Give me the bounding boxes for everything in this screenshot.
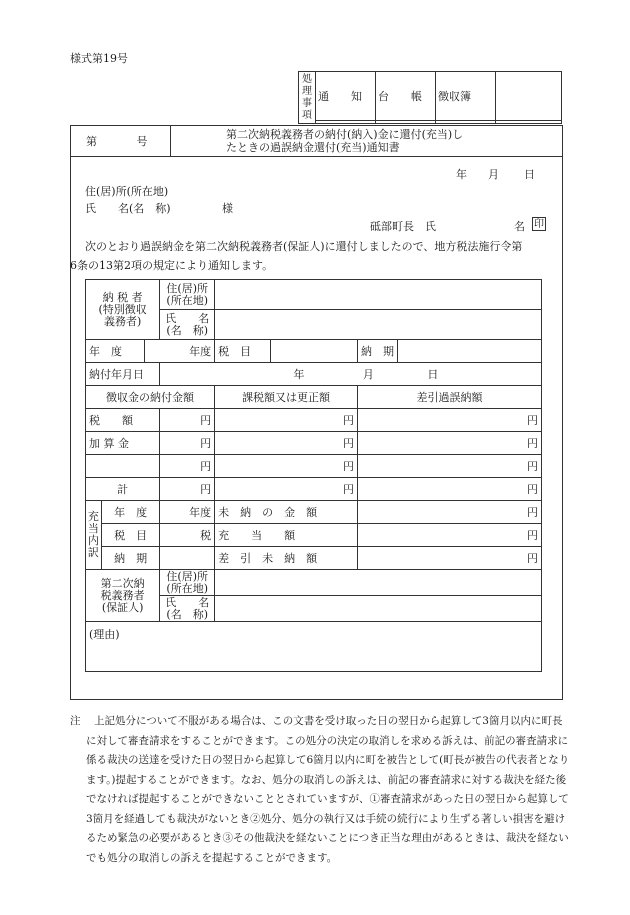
processing-cell[interactable]	[316, 121, 376, 124]
issue-month[interactable]: 月	[488, 168, 499, 181]
title-line2: たときの過誤納金還付(充当)通知書	[226, 141, 400, 154]
app-due-label: 納 期	[101, 547, 159, 570]
year-label: 年 度	[86, 340, 145, 363]
taxpayer-address-label: 住(居)所 (所在地)	[160, 280, 215, 310]
number-prefix: 第	[86, 135, 97, 148]
appropriated-label: 充 当 額	[215, 524, 358, 547]
surcharge-assessed[interactable]: 円	[215, 432, 358, 455]
payment-date-value[interactable]	[160, 363, 542, 386]
note-head: 注	[70, 715, 81, 727]
issuer-name-suffix: 名	[514, 220, 525, 233]
taxpayer-label: 納 税 者 (特別徴収 義務者)	[86, 280, 160, 340]
reason-field[interactable]	[86, 622, 542, 672]
honorific: 様	[222, 202, 233, 215]
pay-month: 月	[362, 368, 374, 381]
note-section	[70, 712, 570, 868]
document-title	[171, 126, 563, 157]
title-line1: 第二次納税義務者の納付(納入)金に還付(充当)し	[226, 128, 464, 141]
tax-amount-paid[interactable]: 円	[160, 409, 215, 432]
surcharge-overpaid[interactable]: 円	[358, 432, 542, 455]
processing-label: 処 理 事 項	[299, 72, 316, 124]
total-paid[interactable]: 円	[160, 478, 215, 501]
second-taxpayer-name[interactable]	[215, 596, 542, 622]
blank-overpaid[interactable]: 円	[358, 455, 542, 478]
col-overpayment: 差引過誤納額	[358, 386, 542, 409]
taxpayer-address[interactable]	[215, 280, 542, 310]
blank-label[interactable]	[86, 455, 160, 478]
surcharge-label: 加 算 金	[86, 432, 160, 455]
issuer-title: 砥部町長 氏	[370, 220, 436, 233]
app-year-value[interactable]: 年度	[160, 501, 215, 524]
intro-line1: 次のとおり過誤納金を第二次納税義務者(保証人)に還付しましたので、地方税法施行令第	[85, 240, 523, 253]
app-due-value[interactable]	[160, 547, 215, 570]
pay-year: 年	[293, 368, 305, 381]
processing-col-collection: 徴収簿	[436, 72, 496, 121]
tax-amount-label: 税 額	[86, 409, 160, 432]
tax-amount-overpaid[interactable]: 円	[358, 409, 542, 432]
issue-day[interactable]: 日	[524, 168, 535, 181]
document-number[interactable]	[71, 126, 171, 157]
col-assessed-amount: 課税額又は更正額	[215, 386, 358, 409]
tax-item-value[interactable]	[270, 340, 357, 363]
unpaid-value[interactable]: 円	[358, 501, 542, 524]
taxpayer-name[interactable]	[215, 310, 542, 340]
processing-col-blank	[496, 72, 562, 121]
addressee-name-label: 氏 名(名 称)	[85, 202, 171, 215]
reason-label: (理由)	[89, 628, 120, 641]
processing-box	[298, 71, 562, 124]
processing-cell[interactable]	[376, 121, 436, 124]
second-taxpayer-label: 第二次納 税義務者 (保証人)	[86, 570, 160, 622]
blank-assessed[interactable]: 円	[215, 455, 358, 478]
due-value[interactable]	[398, 340, 542, 363]
app-tax-value[interactable]: 税	[160, 524, 215, 547]
col-paid-amount: 徴収金の納付金額	[86, 386, 215, 409]
unpaid-label: 未 納 の 金 額	[215, 501, 358, 524]
form-number: 様式第19号	[70, 52, 128, 65]
second-taxpayer-address-label: 住(居)所 (所在地)	[160, 570, 215, 596]
total-label: 計	[86, 478, 160, 501]
second-taxpayer-address[interactable]	[215, 570, 542, 596]
pay-day: 日	[427, 368, 439, 381]
appropriated-value[interactable]: 円	[358, 524, 542, 547]
second-taxpayer-name-label: 氏 名 (名 称)	[160, 596, 215, 622]
app-year-label: 年 度	[101, 501, 159, 524]
due-label: 納 期	[358, 340, 398, 363]
net-unpaid-label: 差 引 未 納 額	[215, 547, 358, 570]
taxpayer-name-label: 氏 名 (名 称)	[160, 310, 215, 340]
total-assessed[interactable]: 円	[215, 478, 358, 501]
processing-col-notice: 通 知	[316, 72, 376, 121]
surcharge-paid[interactable]: 円	[160, 432, 215, 455]
year-value[interactable]: 年度	[145, 340, 215, 363]
appropriation-label: 充 当 内 訳	[86, 501, 102, 570]
intro-line2: 6条の13第2項の規定により通知します。	[70, 259, 274, 272]
processing-cell[interactable]	[496, 121, 562, 124]
app-tax-label: 税 目	[101, 524, 159, 547]
blank-paid[interactable]: 円	[160, 455, 215, 478]
processing-cell[interactable]	[436, 121, 496, 124]
processing-col-ledger: 台 帳	[376, 72, 436, 121]
note-body: 上記処分について不服がある場合は、この文書を受け取った日の翌日から起算して3箇月以内に町長に対して審査請求をすることができます。この処分の決定の取消しを求める訴えは、前記の審査請求に係る裁決の送達を受けた日の翌日から起算して6箇月以内に町を被告として(町長が被告の代表者となります。)提起することができます。なお、処分の取消しの訴えは、前記の審査請求に対する裁決を経た後でなければ提起することができないこととされていますが、①審査請求があった日の翌日から起算して3箇月を経過しても裁決がないとき②処分、処分の執行又は手続の続行により生ずる著しい損害を避けるため緊急の必要があるとき③その他裁決を経ないことにつき正当な理由があるときは、裁決を経ないでも処分の取消しの訴えを提起することができます。	[86, 715, 570, 864]
seal-mark: 印	[534, 219, 544, 230]
total-overpaid[interactable]: 円	[358, 478, 542, 501]
tax-item-label: 税 目	[215, 340, 271, 363]
tax-amount-assessed[interactable]: 円	[215, 409, 358, 432]
addressee-address-label: 住(居)所(所在地)	[85, 185, 169, 198]
issue-year[interactable]: 年	[456, 168, 467, 181]
net-unpaid-value[interactable]: 円	[358, 547, 542, 570]
number-suffix: 号	[136, 135, 148, 148]
title-bar	[70, 125, 563, 157]
payment-date-label: 納付年月日	[86, 363, 160, 386]
main-table	[85, 279, 542, 672]
